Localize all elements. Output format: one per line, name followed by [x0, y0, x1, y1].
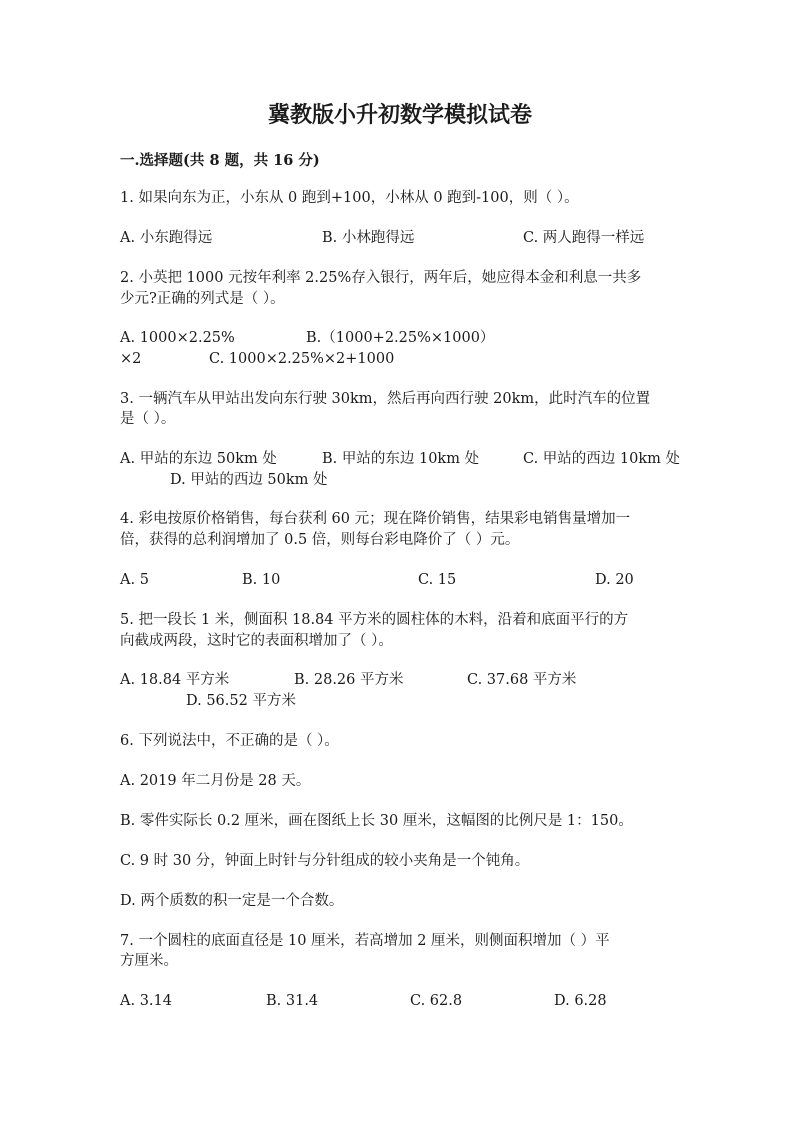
question-7-option-b: B. 31.4 [266, 993, 319, 1009]
question-4-option-d: D. 20 [595, 572, 634, 588]
question-3-option-a: A. 甲站的东边 50km 处 [120, 451, 277, 467]
question-3-stem-line-1: 3. 一辆汽车从甲站出发向东行驶 30km，然后再向西行驶 20km，此时汽车的位置 [120, 391, 651, 407]
question-1-option-c: C. 两人跑得一样远 [523, 230, 645, 246]
question-2-option-b: B.（1000+2.25%×1000） [306, 330, 495, 346]
question-7-option-d: D. 6.28 [554, 993, 607, 1009]
question-1-stem: 1. 如果向东为正，小东从 0 跑到+100，小林从 0 跑到-100，则（ ）。 [120, 190, 579, 206]
question-2-option-b-continued: ×2 [120, 351, 142, 367]
question-5-stem-line-2: 向截成两段，这时它的表面积增加了（ ）。 [120, 633, 393, 649]
question-4-option-c: C. 15 [418, 572, 457, 588]
question-6-option-c: C. 9 时 30 分，钟面上时针与分针组成的较小夹角是一个钝角。 [120, 853, 530, 869]
question-7-option-a: A. 3.14 [120, 993, 172, 1009]
question-4-option-b: B. 10 [242, 572, 281, 588]
question-4-stem-line-2: 倍，获得的总利润增加了 0.5 倍，则每台彩电降价了（ ）元。 [120, 532, 520, 548]
question-6-stem: 6. 下列说法中，不正确的是（ ）。 [120, 733, 339, 749]
question-2-stem-line-1: 2. 小英把 1000 元按年利率 2.25%存入银行，两年后，她应得本金和利息一共多 [120, 270, 642, 286]
question-6-option-b: B. 零件实际长 0.2 厘米，画在图纸上长 30 厘米，这幅图的比例尺是 1：150。 [120, 813, 633, 829]
question-6-option-d: D. 两个质数的积一定是一个合数。 [120, 893, 344, 909]
question-4-stem-line-1: 4. 彩电按原价格销售，每台获利 60 元；现在降价销售，结果彩电销售量增加一 [120, 511, 631, 527]
question-3-option-b: B. 甲站的东边 10km 处 [322, 451, 480, 467]
page-title: 冀教版小升初数学模拟试卷 [267, 102, 532, 128]
question-3-stem-line-2: 是（ ）。 [120, 411, 176, 427]
question-4-option-a: A. 5 [120, 572, 149, 588]
question-5-stem-line-1: 5. 把一段长 1 米，侧面积 18.84 平方米的圆柱体的木料，沿着和底面平行的方 [120, 612, 629, 628]
question-5-option-b: B. 28.26 平方米 [294, 672, 404, 688]
question-3-option-c: C. 甲站的西边 10km 处 [523, 451, 681, 467]
question-6-option-a: A. 2019 年二月份是 28 天。 [120, 773, 311, 789]
section-heading: 一.选择题(共 8 题，共 16 分) [120, 152, 320, 169]
question-2-stem-line-2: 少元?正确的列式是（ ）。 [120, 291, 285, 307]
question-3-option-d: D. 甲站的西边 50km 处 [170, 472, 328, 488]
question-5-option-a: A. 18.84 平方米 [120, 672, 230, 688]
question-1-option-a: A. 小东跑得远 [120, 230, 213, 246]
question-1-option-b: B. 小林跑得远 [322, 230, 415, 246]
question-7-stem-line-2: 方厘米。 [120, 953, 178, 969]
question-2-option-c: C. 1000×2.25%×2+1000 [209, 351, 395, 367]
question-7-stem-line-1: 7. 一个圆柱的底面直径是 10 厘米，若高增加 2 厘米，则侧面积增加（ ）平 [120, 933, 610, 949]
question-2-option-a: A. 1000×2.25% [120, 330, 235, 346]
question-7-option-c: C. 62.8 [410, 993, 463, 1009]
question-5-option-d: D. 56.52 平方米 [186, 693, 296, 709]
question-5-option-c: C. 37.68 平方米 [467, 672, 577, 688]
